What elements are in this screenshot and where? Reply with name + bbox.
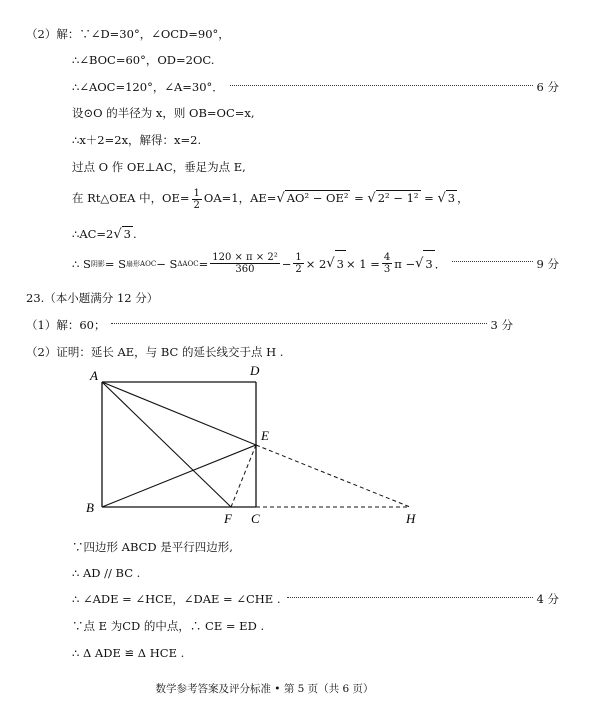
label-D: D [250, 363, 260, 378]
numerator: 1 [295, 252, 302, 263]
text: 23.（本小题满分 12 分） [26, 291, 159, 305]
text: ， [457, 191, 469, 205]
radical-sign: √ [415, 255, 424, 271]
solution-line-9 [0, 250, 601, 277]
score-leader-dots [452, 261, 532, 262]
score-mark: 9 分 [536, 256, 559, 271]
radicand: 2² − 1² [377, 191, 419, 205]
score-mark: 6 分 [536, 80, 559, 94]
text: ∴x＋2=2x，解得：x=2. [72, 133, 202, 147]
score-leader-dots [287, 597, 533, 598]
denominator: 3 [383, 264, 391, 275]
score-mark: 4 分 [536, 592, 559, 606]
fraction-four-thirds [382, 252, 392, 275]
solution-line-8 [0, 226, 601, 243]
text: π − [394, 256, 416, 271]
subscript: ΔAOC [177, 259, 199, 268]
radicand: 3 [123, 227, 131, 241]
text: ∴ S [72, 256, 91, 271]
problem-23-heading [0, 290, 555, 306]
fraction-half-2 [293, 252, 303, 275]
solution-line-1 [0, 26, 555, 42]
score-mark: 3 分 [490, 318, 513, 332]
solution-23-1 [0, 317, 555, 333]
subscript: 扇形AOC [126, 259, 157, 268]
text: ∴∠AOC=120°，∠A=30°． [72, 80, 224, 94]
solution-line-5 [0, 132, 601, 148]
radicand: AO² − OE² [286, 191, 349, 205]
text: . [133, 227, 137, 241]
segment-EH-dashed [256, 445, 410, 507]
text: ∴AC=2 [72, 227, 114, 241]
text: （2）证明：延长 AE，与 BC 的延长线交于点 H . [26, 345, 284, 359]
geometry-figure [80, 360, 440, 530]
text: ∴ Δ ADE ≌ Δ HCE . [72, 646, 185, 660]
numerator: 1 [193, 187, 200, 199]
score-leader-dots [230, 85, 533, 86]
label-B: B [86, 500, 94, 515]
text: = [420, 191, 438, 205]
text: （2）解：∵∠D=30°，∠OCD=90°， [26, 27, 230, 41]
text: = S [104, 256, 127, 271]
subscript: 阴影 [90, 259, 105, 268]
text: − S [156, 256, 178, 271]
denominator: 2 [193, 199, 200, 211]
denominator: 2 [295, 264, 302, 275]
segment-FE-dashed [231, 445, 256, 507]
radical-sign: √ [276, 191, 285, 206]
numerator: 120 × π × 2² [212, 252, 278, 263]
segment-BE [102, 445, 256, 507]
solution-line-2 [0, 52, 601, 68]
text: ∵四边形 ABCD 是平行四边形, [72, 540, 233, 554]
text: × 1 = [345, 256, 380, 271]
text: ∴ ∠ADE = ∠HCE，∠DAE = ∠CHE . [72, 592, 281, 606]
text: ∴ AD // BC . [72, 566, 141, 580]
label-A: A [90, 368, 98, 383]
label-C: C [251, 511, 260, 526]
page-footer: 数学参考答案及评分标准 • 第 5 页（共 6 页） [155, 683, 374, 695]
fraction-half [192, 188, 202, 211]
numerator: 4 [383, 252, 391, 263]
proof-line-1 [0, 539, 601, 555]
proof-line-5 [0, 645, 601, 661]
segment-AF [102, 382, 231, 507]
text: 设⊙O 的半径为 x，则 OB=OC=x, [72, 106, 255, 120]
radical-sign: √ [437, 191, 446, 206]
solution-line-3 [0, 79, 601, 95]
solution-23-2-intro [0, 344, 555, 360]
label-H: H [406, 511, 416, 526]
text: × 2 [305, 256, 327, 271]
solution-line-6 [0, 159, 601, 175]
text: = [350, 191, 368, 205]
text: 过点 O 作 OE⊥AC，垂足为点 E, [72, 160, 246, 174]
text: ． [434, 256, 447, 271]
radicand: 3 [335, 250, 346, 277]
proof-line-2 [0, 565, 601, 581]
radical-sign: √ [113, 227, 122, 242]
radical-sign: √ [326, 255, 335, 271]
proof-line-3 [0, 591, 601, 607]
solution-line-4 [0, 105, 601, 121]
radicand: 3 [447, 191, 456, 205]
text: （1）解：60； [26, 318, 106, 332]
text: OA=1，AE= [203, 191, 277, 205]
denominator: 360 [235, 264, 255, 275]
radicand: 3 [423, 250, 434, 277]
text: 在 Rt△OEA 中，OE= [72, 191, 190, 205]
text: − [281, 256, 292, 271]
segment-AE [102, 382, 256, 445]
radical-sign: √ [367, 191, 376, 206]
text: ∴∠BOC=60°，OD=2OC. [72, 53, 215, 67]
label-F: F [224, 511, 232, 526]
text: = [198, 256, 209, 271]
label-E: E [261, 428, 269, 443]
text: ∵点 E 为CD 的中点，∴ CE = ED . [72, 619, 265, 633]
fraction-sector [210, 252, 280, 275]
solution-line-7 [0, 186, 601, 211]
proof-line-4 [0, 618, 601, 634]
score-leader-dots [111, 323, 486, 324]
